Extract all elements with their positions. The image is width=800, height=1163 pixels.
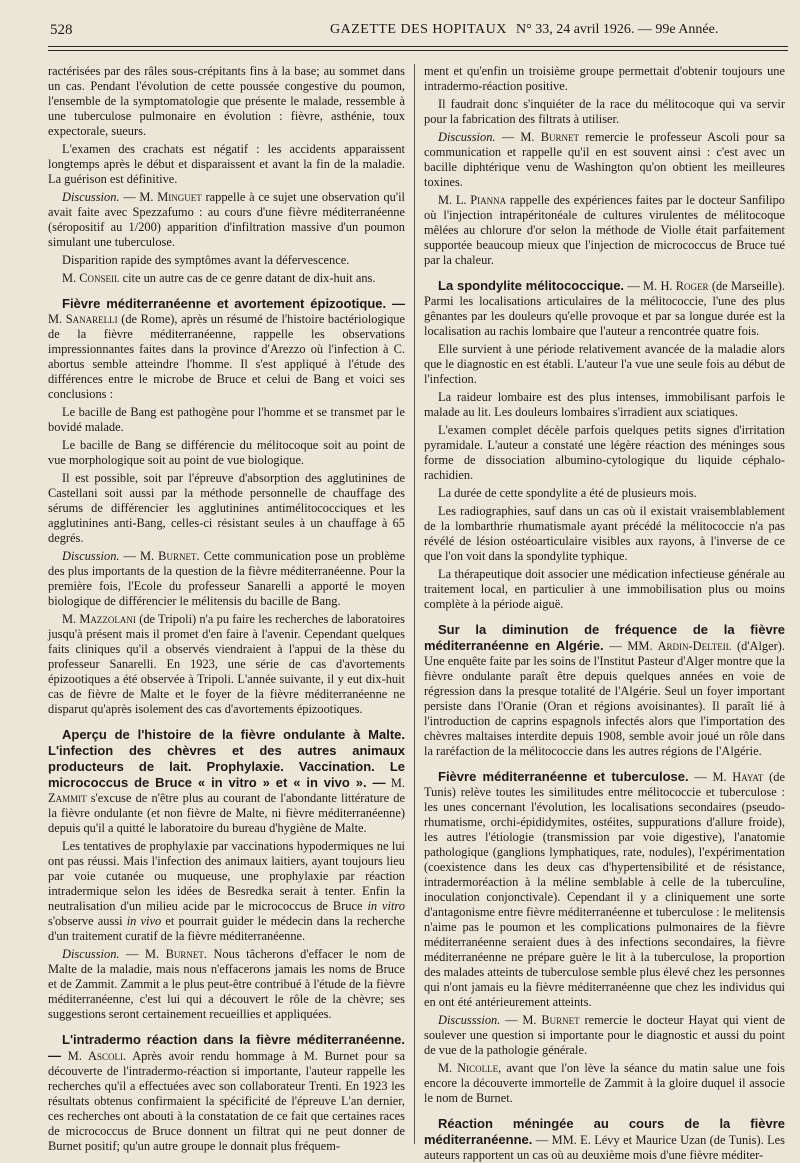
paragraph-text: et pourrait guider le médecin dans la recherche d'un traitement curatif de la fièvre méditerranéenne. bbox=[48, 914, 406, 943]
author-name: M. Nicolle, bbox=[438, 1061, 502, 1075]
header-rule bbox=[48, 46, 788, 47]
section-heading: L'intradermo réaction dans la fièvre méditerranéenne. — bbox=[48, 1032, 405, 1063]
author-name: M. Ascoli. bbox=[67, 1049, 127, 1063]
discussion-label: Discussion. bbox=[62, 190, 120, 204]
paragraph: Discussion. — M. Minguet rappelle à ce sujet une observation qu'il avait faite avec Spezzafumo : au cours d'une fièvre méditerranéenne (séropositif au 1/200) apparition d'infiltration massive d'un poumon simulant une tuberculose. bbox=[48, 190, 405, 249]
paragraph bbox=[48, 612, 405, 717]
left-column bbox=[48, 64, 406, 1153]
section-heading: Réaction méningée au cours de la fièvre méditerranéenne. bbox=[424, 1116, 785, 1147]
author-name: M. Burnet. bbox=[140, 549, 200, 563]
author-name: — M. Burnet bbox=[505, 1013, 580, 1027]
paragraph bbox=[48, 271, 405, 286]
header-rule-double bbox=[48, 50, 788, 51]
paragraph: Disparition rapide des symptômes avant la défervescence. bbox=[62, 253, 350, 267]
latin-term: in vivo bbox=[126, 914, 162, 928]
paragraph-text: Nous tâcherons d'effacer le nom de Malte de la maladie, mais nous n'effacerons jamais les noms de Bruce et de Zammit. Zammit a le plus peut-être contribué à l'étude de la fièvre méditerranéenne, c'est lui qui a découvert le rôle de la chèvre; ses suggestions seront certainement recueillies et appliquées. bbox=[48, 947, 405, 1021]
paragraph: La raideur lombaire est des plus intenses, immobilisant parfois le malade au lit. Les douleurs lombaires s'irradient aux sciatiques. bbox=[424, 390, 785, 419]
issue-info: N° 33, 24 avril 1926. — 99e Année. bbox=[516, 22, 719, 37]
paragraph bbox=[424, 1013, 785, 1058]
column-divider bbox=[414, 64, 415, 1144]
section bbox=[424, 1116, 785, 1163]
section bbox=[424, 278, 785, 339]
paragraph: Il est possible, soit par l'épreuve d'absorption des agglutinines de Castellani soit aussi par la méthode personnelle de chauffage des sérums de différencier les agglutinines antimélitococciques et les agglutinines anti-Bang, celles-ci résistant seules à un chauffage à 65 degrés. bbox=[48, 471, 405, 545]
section-heading: La spondylite mélitococcique. bbox=[438, 278, 625, 293]
journal-title: GAZETTE DES HOPITAUX bbox=[330, 22, 507, 37]
section bbox=[424, 622, 785, 759]
paragraph-text: (de Rome), après un résumé de l'histoire bactériologique de la fièvre méditerranéenne, rappelle les observations impressionnantes faites dans la province d'Arezzo où l'infection à C. abortus semble atteindre l'homme. Il s'est appliqué à l'étude des différences entre le microbe de Bruce et celui de Bang et voici ses conclusions : bbox=[48, 312, 405, 401]
author-name: M. L. Pianna bbox=[438, 193, 507, 207]
paragraph: Le bacille de Bang se différencie du mélitocoque soit au point de vue morphologique soit au point de vue biologique. bbox=[48, 438, 405, 467]
paragraph: Il faudrait donc s'inquiéter de la race du mélitocoque qui va servir pour la fabrication des filtrats à utiliser. bbox=[424, 97, 785, 126]
paragraph: Discussion. — M. Burnet. Cette communication pose un problème des plus importants de la question de la fièvre méditerranéenne. Pour la première fois, l'Ecole du professeur Sanarelli a apporté le moyen biologique de différencier le mélitensis du bacille de Bang. bbox=[48, 549, 405, 608]
paragraph-text: rappelle des expériences faites par le docteur Sanfilipo où l'injection intrapéritonéale de cultures virulentes de mélitocoque mêlées au chlorure d'or selon la méthode de Violle était parfaitement supportée beaucoup mieux que l'injection de micrococcus de Bruce tué par la chaleur. bbox=[424, 193, 785, 267]
right-column bbox=[424, 64, 785, 1162]
author-name: M. Burnet. bbox=[144, 947, 207, 961]
author-name: M. Sanarelli bbox=[48, 312, 118, 326]
discussion-label: Discussion. bbox=[62, 947, 120, 961]
paragraph-text: remercie le docteur Hayat qui vient de soulever une question si importante pour le diagnostic et aussi du point de vue de la pathologie générale. bbox=[424, 1013, 785, 1057]
author-name: M. Minguet bbox=[139, 190, 202, 204]
paragraph bbox=[424, 1061, 785, 1106]
author-name: M. Burnet bbox=[520, 130, 579, 144]
paragraph-text: s'observe aussi bbox=[48, 914, 123, 928]
paragraph: Elle survient à une période relativement avancée de la maladie alors que le diagnostic en est établi. L'auteur l'a vue une seule fois au début de l'infection. bbox=[424, 342, 785, 386]
section bbox=[48, 727, 405, 836]
discussion-label: Discussion. bbox=[62, 549, 120, 563]
paragraph: La thérapeutique doit associer une médication infectieuse générale au traitement local, en particulier à une immobilisation plus ou moins complète à la période aiguë. bbox=[424, 567, 785, 611]
paragraph: Discussion. — M. Burnet. Nous tâcherons d'effacer le nom de Malte de la maladie, mais nous n'effacerons jamais les noms de Bruce et de Zammit. Zammit a le plus peut-être contribué à l'étude de la fièvre méditerranéenne, c'est lui qui a découvert le rôle de la chèvre; ses suggestions seront certainement recueillies et appliquées. bbox=[48, 947, 405, 1021]
paragraph: L'examen des crachats est négatif : les accidents apparaissent longtemps après le début et disparaissent et avant la fin de la maladie. La guérison est définitive. bbox=[48, 142, 405, 186]
paragraph-text: Après avoir rendu hommage à M. Burnet pour sa découverte de l'intradermo-réaction si importante, l'auteur rappelle les recherches qu'il a effectuées avec son collaborateur Trenti. En 1923 les résultats obtenus confirmaient la spécificité de l'épreuve L'an dernier, ces recherches ont abouti à la constatation de ce fait que certaines races de micrococcus de Bruce donnent un filtrat qui ne peut donner de Burnet positif; qu'un autre groupe le donnait plus fréquem- bbox=[48, 1049, 405, 1153]
author-name: — MM. Ardin-Delteil bbox=[609, 639, 732, 653]
author-name: M. Conseil bbox=[62, 271, 120, 285]
paragraph-text: s'excuse de n'être plus au courant de l'abondante littérature de la fièvre ondulante (et non fièvre de Malte, ni fièvre méditerranéenne) depuis qu'il a quitté le laboratoire du bureau d'hygiène de Malte. bbox=[48, 791, 405, 835]
paragraph-text: (de Tripoli) n'a pu faire les recherches de laboratoires jusqu'à présent mais il promet d'en faire à l'avenir. Cependant quelques faits cliniques qu'il a observés viendraient à l'appui de la thèse du professeur Sanarelli. En 1923, une série de cas d'avortements épizootiques a été observée à Tripoli. L'année suivante, il y eut dix-huit cas de fièvre de Malte et le foyer de la fièvre méditerranéenne ne disparut qu'après isolement des cas d'avortements épizootiques. bbox=[48, 612, 406, 716]
paragraph: La durée de cette spondylite a été de plusieurs mois. bbox=[438, 486, 697, 500]
paragraph-text: Cette communication pose un problème des plus importants de la question de la fièvre méditerranéenne. Pour la première fois, l'Ecole du professeur Sanarelli a apporté le moyen biologique de différencier le mélitensis du bacille de Bang. bbox=[48, 549, 405, 608]
paragraph-text: — MM. E. Lévy et Maurice Uzan (de Tunis). Les auteurs rapportent un cas où au deuxième mois d'une fièvre méditer- bbox=[424, 1133, 785, 1162]
section bbox=[48, 1032, 405, 1154]
latin-term: in vitro bbox=[367, 899, 405, 913]
page-number: 528 bbox=[50, 22, 73, 38]
paragraph bbox=[48, 839, 405, 944]
paragraph: ment et qu'enfin un troisième groupe permettait d'obtenir toujours une intradermo-réaction positive. bbox=[424, 64, 785, 93]
section bbox=[48, 296, 405, 402]
discussion-label: Discussion. bbox=[438, 130, 496, 144]
paragraph-text: cite un autre cas de ce genre datant de dix-huit ans. bbox=[122, 271, 376, 285]
paragraph-text: (d'Alger). Une enquête faite par les soins de l'Institut Pasteur d'Alger montre que la fièvre ondulante paraît être depuis quelques années en voie de régression dans la presque totalité de l'Algérie. Seul un foyer important persiste dans l'Oranie (Oran et régions avoisinantes). Il paraît lié à l'introduction de caprins espagnols infectés alors que l'importation des chèvres maltaises interdite depuis 1908, semble avoir joué un rôle dans la raréfaction de la mélitococcie dans les autres régions de l'Algérie. bbox=[424, 639, 785, 758]
paragraph-text: Les tentatives de prophylaxie par vaccinations hypodermiques ne lui ont pas réussi. Mais l'infection des animaux laitiers, ayant toujours lieu par voie cutanée ou muqueuse, une prophylaxie par réaction intradermique selon les idées de Besredka serait à tenter. Enfin la neutralisation d'un milieu acide par le micrococcus de Bruce bbox=[48, 839, 405, 913]
paragraph-text: (de Marseille). Parmi les localisations articulaires de la mélitococcie, l'une des plus gênantes par les douleurs qu'elle provoque et par sa longue durée est la localisation au rachis lombaire que l'auteur a rencontrée quatre fois. bbox=[424, 279, 785, 338]
paragraph: Le bacille de Bang est pathogène pour l'homme et se transmet par le bovidé malade. bbox=[48, 405, 405, 434]
author-name: M. Zammit bbox=[48, 776, 405, 805]
paragraph-text: remercie le professeur Ascoli pour sa communication et rappelle qu'il en est souvent ainsi : c'est avec un bacille diphtérique venu de Washington qu'on obtient les meilleures toxines. bbox=[424, 130, 785, 189]
paragraph bbox=[424, 193, 785, 268]
paragraph: Les radiographies, sauf dans un cas où il existait vraisemblablement de la lombarthrie rhumatismale ayant précédé la mélitococcie n'a pas révélé de lésion ostéoarticulaire visibles aux rayons, à l'inverse de ce que l'on voit dans la spondylite typhique. bbox=[424, 504, 785, 563]
author-name: M. Mazzolani bbox=[62, 612, 136, 626]
section-heading: Sur la diminution de fréquence de la fièvre méditerranéenne en Algérie. bbox=[424, 622, 785, 653]
author-name: — M. H. Roger bbox=[627, 279, 709, 293]
section-heading: Fièvre méditerranéenne et tuberculose. bbox=[438, 769, 689, 784]
section-heading: Fièvre méditerranéenne et avortement épizootique. — bbox=[62, 296, 405, 311]
paragraph-text: avant que l'on lève la séance du matin salue une fois encore la découverte immortelle de Zammit à la gloire duquel il associe le nom de Burnet. bbox=[424, 1061, 785, 1105]
author-name: — M. Hayat bbox=[694, 770, 764, 784]
running-header bbox=[0, 22, 800, 44]
discussion-label: Discusssion. bbox=[438, 1013, 501, 1027]
paragraph: L'examen complet décèle parfois quelques petits signes d'irritation pyramidale. L'auteur a constaté une légère réaction des méninges sous forme de dissociation albumino-cytologique du liquide céphalo-rachidien. bbox=[424, 423, 785, 482]
paragraph: Discussion. — M. Burnet remercie le professeur Ascoli pour sa communication et rappelle qu'il en est souvent ainsi : c'est avec un bacille diphtérique venu de Washington qu'on obtient les meilleures toxines. bbox=[424, 130, 785, 189]
section-heading: Aperçu de l'histoire de la fièvre ondulante à Malte. L'infection des chèvres et des autres animaux producteurs de lait. Prophylaxie. Vaccination. Le micrococcus de Bruce « in vitro » et « in vivo ». — bbox=[48, 727, 405, 790]
paragraph-text: rappelle à ce sujet une observation qu'il avait faite avec Spezzafumo : au cours d'une fièvre méditerranéenne (séropositif au 1/200) apparition d'infiltration massive d'un poumon simulant une tuberculose. bbox=[48, 190, 405, 249]
section bbox=[424, 769, 785, 1010]
paragraph: ractérisées par des râles sous-crépitants fins à la base; au sommet dans un cas. Pendant l'évolution de cette poussée congestive du poumon, l'ensemble de la symptomatologie que présente le malade, ressemble à une tuberculose pulmonaire en évolution : fièvre, asthénie, toux expectorale, sueurs. bbox=[48, 64, 405, 138]
paragraph-text: (de Tunis) relève toutes les similitudes entre mélitococcie et tuberculose : les unes concernant l'évolution, les localisations secondaires (pseudo-rhumatisme, orchi-épididymites, ostéites, suppurations d'allure froide), les autres l'étiologie (transmission par voie digestive), l'anatomie pathologique (ganglions lymphatiques, rate, nodules), l'expérimentation (coexistence dans les deux cas d'hypertensibilité et de résistance, intradermoréaction à la méline semblable à celle de la tuberculine, inoculation conjonctivale). Cependant il y a cliniquement une sorte d'antagonisme entre fièvre méditerranéenne et tuberculose : le melitensis n'aime pas le poumon et les complications pulmonaires de la fièvre méditerranéenne seraient dues à des infections secondaires, la fièvre méditerranéenne ne prépare guère le lit à la tuberculose, la proportion des malades atteints de tuberculose semble plus élevé chez les personnes qui n'ont jamais eu la fièvre méditerranéenne que chez les individus qui en ont été antérieurement atteints. bbox=[424, 770, 785, 1009]
